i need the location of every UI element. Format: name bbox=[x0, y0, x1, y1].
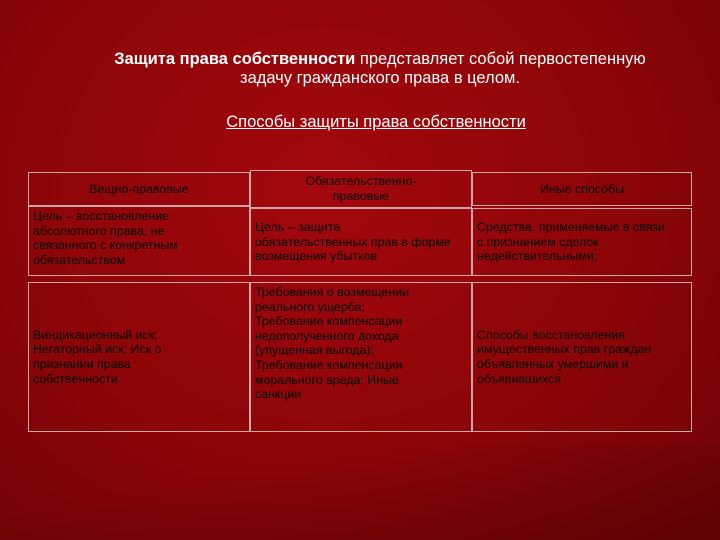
slide-heading bbox=[60, 50, 700, 88]
header-label: Вещно-правовые bbox=[89, 181, 189, 196]
background-shade bbox=[0, 445, 720, 540]
cell-property-goal bbox=[28, 206, 250, 276]
cell-other-means bbox=[472, 208, 692, 276]
cell-obligation-claims bbox=[250, 282, 472, 432]
cell-text: Цель – защита обязательственных прав в форме возмещения убытков bbox=[255, 220, 451, 264]
header-cell-property-rights bbox=[28, 172, 250, 206]
cell-text: Цель – восстановление абсолютного права, не связанного с конкретным обязательством bbox=[33, 209, 178, 267]
header-label: Иные способы bbox=[539, 181, 624, 196]
heading-bold-term: Защита права собственности bbox=[114, 50, 356, 68]
cell-property-claims bbox=[28, 282, 250, 432]
heading-line2: задачу гражданского права в целом. bbox=[240, 69, 520, 87]
cell-obligation-goal bbox=[250, 208, 472, 276]
slide-subheading: Способы защиты права собственности bbox=[226, 113, 526, 131]
header-label: Обязательственно-правовые bbox=[305, 174, 417, 203]
header-cell-other-methods bbox=[472, 172, 692, 206]
heading-line1-rest: представляет собой первостепенную bbox=[355, 50, 646, 68]
cell-other-restoration bbox=[472, 282, 692, 432]
cell-text: Средства, применяемые в связи с признанием сделок недействительными; bbox=[477, 220, 665, 264]
cell-text: Требования о возмещении реального ущерба; Требование компенсации недополученного дохода (упущенная выгода); Требование компенсации морального вреда; Иные санкции bbox=[255, 285, 410, 402]
cell-text: Способы восстановления имущественных прав граждан объявленных умершими и объявившихся bbox=[477, 327, 652, 386]
cell-text: Виндикационный иск; Негаторный иск; Иск о признании права собственности. bbox=[33, 327, 162, 386]
header-cell-obligation-rights bbox=[250, 170, 472, 208]
